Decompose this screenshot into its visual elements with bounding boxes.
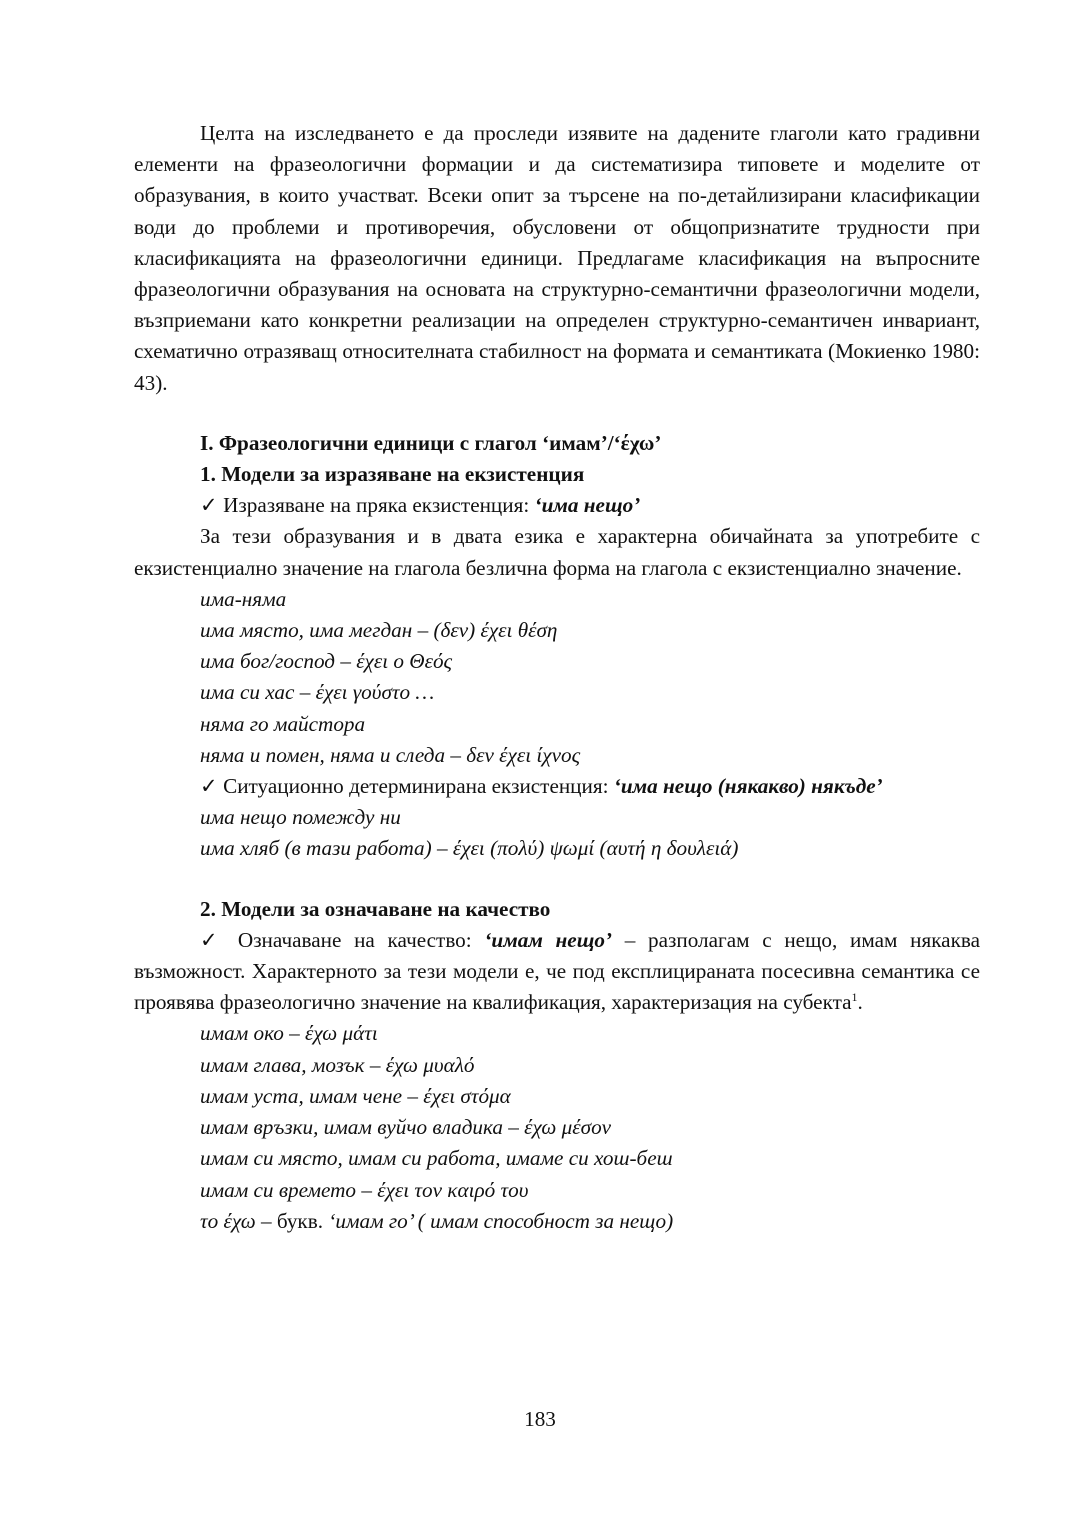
page-content bbox=[134, 118, 980, 1237]
example-line: има бог/господ – έχει ο Θεός bbox=[200, 649, 453, 674]
example-list-existence bbox=[134, 584, 980, 771]
subheading-quality: 2. Модели за означаване на качество bbox=[200, 896, 551, 921]
checkmark-icon: ✓ bbox=[200, 493, 218, 518]
example-line: има място, има мегдан – (δεν) έχει θέση bbox=[200, 618, 558, 643]
gloss: ‘имам го’ ( имам способност за нещо) bbox=[328, 1208, 674, 1233]
intro-paragraph: Целта на изследването е да проследи изявите на дадените глаголи като градивни елементи на фразеологични формации и да систематизира типовете и моделите от образувания, в които участват. Всеки опит за търсене на по-детайлизирани класификации води до проблеми и противоречия, обусловени от общопризнатите трудности при класификацията на фразеологични единици. Предлагаме класификация на въпросните фразеологични образувания на основата на структурно-семантични фразеологични модели, възприемани като конкретни реализации на определен структурно-семантичен инвариант, схематично отразяващ относителната стабилност на формата и семантиката (Мокиенко 1980: 43). bbox=[134, 121, 980, 395]
example-line: имам око – έχω μάτι bbox=[200, 1021, 378, 1046]
example-line: имам връзки, имам вуйчо владика – έχω μέσον bbox=[200, 1115, 612, 1140]
bullet-text: Изразяване на пряка екзистенция: bbox=[223, 493, 535, 518]
checkmark-icon: ✓ bbox=[200, 927, 226, 952]
bullet-text: Означаване на качество: bbox=[237, 927, 485, 952]
bullet-emphasis: ‘има нещо’ bbox=[534, 493, 641, 518]
example-line: има нещо помежду ни bbox=[200, 805, 401, 830]
example-line: имам уста, имам чене – έχει στόμα bbox=[200, 1083, 511, 1108]
example-line: има-няма bbox=[200, 586, 287, 611]
plain-text: – букв. bbox=[255, 1208, 329, 1233]
greek-phrase: το έχω bbox=[200, 1208, 256, 1233]
example-line: имам си място, имам си работа, имаме си хош-беш bbox=[200, 1146, 673, 1171]
bullet-text: – разполагам с нещо, имам някаква възможност. Характерното за тези модели е, че под експлицираната посесивна семантика се проявява фразеологично значение на квалификация, характеризация на субекта bbox=[134, 927, 980, 1015]
bullet-situational-existence bbox=[134, 771, 980, 802]
footnote-marker: 1 bbox=[851, 990, 858, 1005]
bullet-direct-existence bbox=[134, 490, 980, 521]
example-list-quality bbox=[134, 1018, 980, 1236]
example-line: няма го майстора bbox=[200, 711, 366, 736]
example-line: имам си времето – έχει τον καιρό του bbox=[200, 1177, 529, 1202]
example-line: имам глава, мозък – έχω μυαλό bbox=[200, 1052, 475, 1077]
section-heading: I. Фразеологични единици с глагол ‘имам’/‘έχω’ bbox=[200, 430, 662, 455]
example-line: има си хас – έχει γούστο … bbox=[200, 680, 435, 705]
bullet-end: . bbox=[857, 990, 863, 1015]
bullet-emphasis: ‘има нещо (някакво) някъде’ bbox=[613, 774, 883, 799]
page-number: 183 bbox=[524, 1407, 556, 1431]
bullet-quality bbox=[134, 925, 980, 1019]
spacer bbox=[134, 865, 980, 894]
example-list-situational bbox=[134, 802, 980, 864]
checkmark-icon: ✓ bbox=[200, 774, 218, 799]
bullet-emphasis: ‘имам нещо’ bbox=[484, 927, 613, 952]
example-line-last bbox=[134, 1206, 980, 1237]
subheading-existence: 1. Модели за изразяване на екзистенция bbox=[200, 462, 585, 487]
example-line: има хляб (в тази работа) – έχει (πολύ) ψωμί (αυτή η δουλειά) bbox=[200, 836, 739, 861]
existence-paragraph: За тези образувания и в двата езика е характерна обичайната за употребите с екзистенциално значение на глагола безлична форма на глагола с екзистенциално значение. bbox=[134, 524, 980, 580]
bullet-text: Ситуационно детерминирана екзистенция: bbox=[223, 774, 614, 799]
spacer bbox=[134, 399, 980, 428]
example-line: няма и помен, няма и следа – δεν έχει ίχνος bbox=[200, 742, 581, 767]
